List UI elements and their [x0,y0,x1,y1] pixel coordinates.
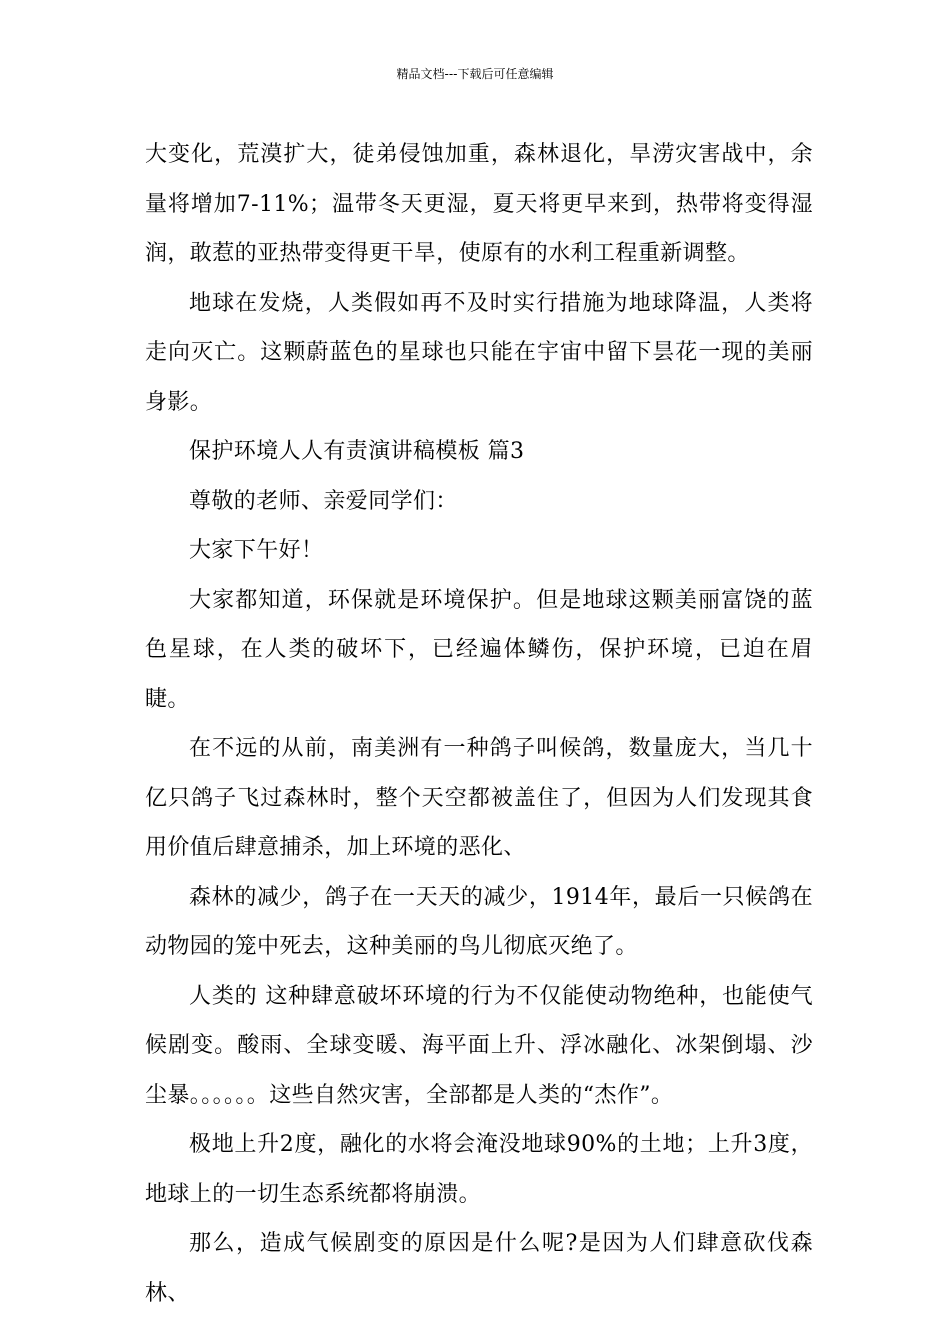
paragraph-earth-fever: 地球在发烧，人类假如再不及时实行措施为地球降温，人类将走向灭亡。这颗蔚蓝色的星球也只能在宇宙中留下昙花一现的美丽身影。 [145,290,813,415]
paragraph-climate-change: 大变化，荒漠扩大，徒弟侵蚀加重，森林退化，旱涝灾害战中，余量将增加7-11%；温带冬天更湿，夏天将更早来到，热带将变得湿润，敢惹的亚热带变得更干旱，使原有的水利工程重新调整。 [145,142,813,266]
paragraph-human-destruction: 人类的 这种肆意破坏环境的行为不仅能使动物绝种，也能使气候剧变。酸雨、全球变暖、海平面上升、浮冰融化、冰架倒塌、沙尘暴。。。。。。这些自然灾害，全部都是人类的“杰作”。 [145,983,813,1108]
page-header: 精品文档---下载后可任意编辑 [396,67,554,81]
document-body [145,130,813,1318]
paragraph-passenger-pigeon: 在不远的从前，南美洲有一种鸽子叫候鸽，数量庞大，当几十亿只鸽子飞过森林时，整个天空都被盖住了，但因为人们发现其食用价值后肆意捕杀，加上环境的恶化、 [145,736,813,860]
paragraph-pigeon-extinction: 森林的减少，鸽子在一天天的减少，1914年，最后一只候鸽在动物园的笼中死去，这种美丽的鸟儿彻底灭绝了。 [145,884,813,959]
greeting: 大家下午好！ [189,538,324,563]
section-title: 保护环境人人有责演讲稿模板 篇3 [189,439,525,464]
paragraph-climate-causes: 那么，造成气候剧变的原因是什么呢?是因为人们肆意砍伐森林、 [145,1231,813,1306]
salutation: 尊敬的老师、亲爱同学们： [189,488,458,514]
paragraph-polar-warming: 极地上升2度，融化的水将会淹没地球90%的土地；上升3度，地球上的一切生态系统都将崩溃。 [145,1132,813,1207]
paragraph-environmental-protection: 大家都知道，环保就是环境保护。但是地球这颗美丽富饶的蓝色星球，在人类的破坏下，已经遍体鳞伤，保护环境，已迫在眉睫。 [145,587,813,712]
